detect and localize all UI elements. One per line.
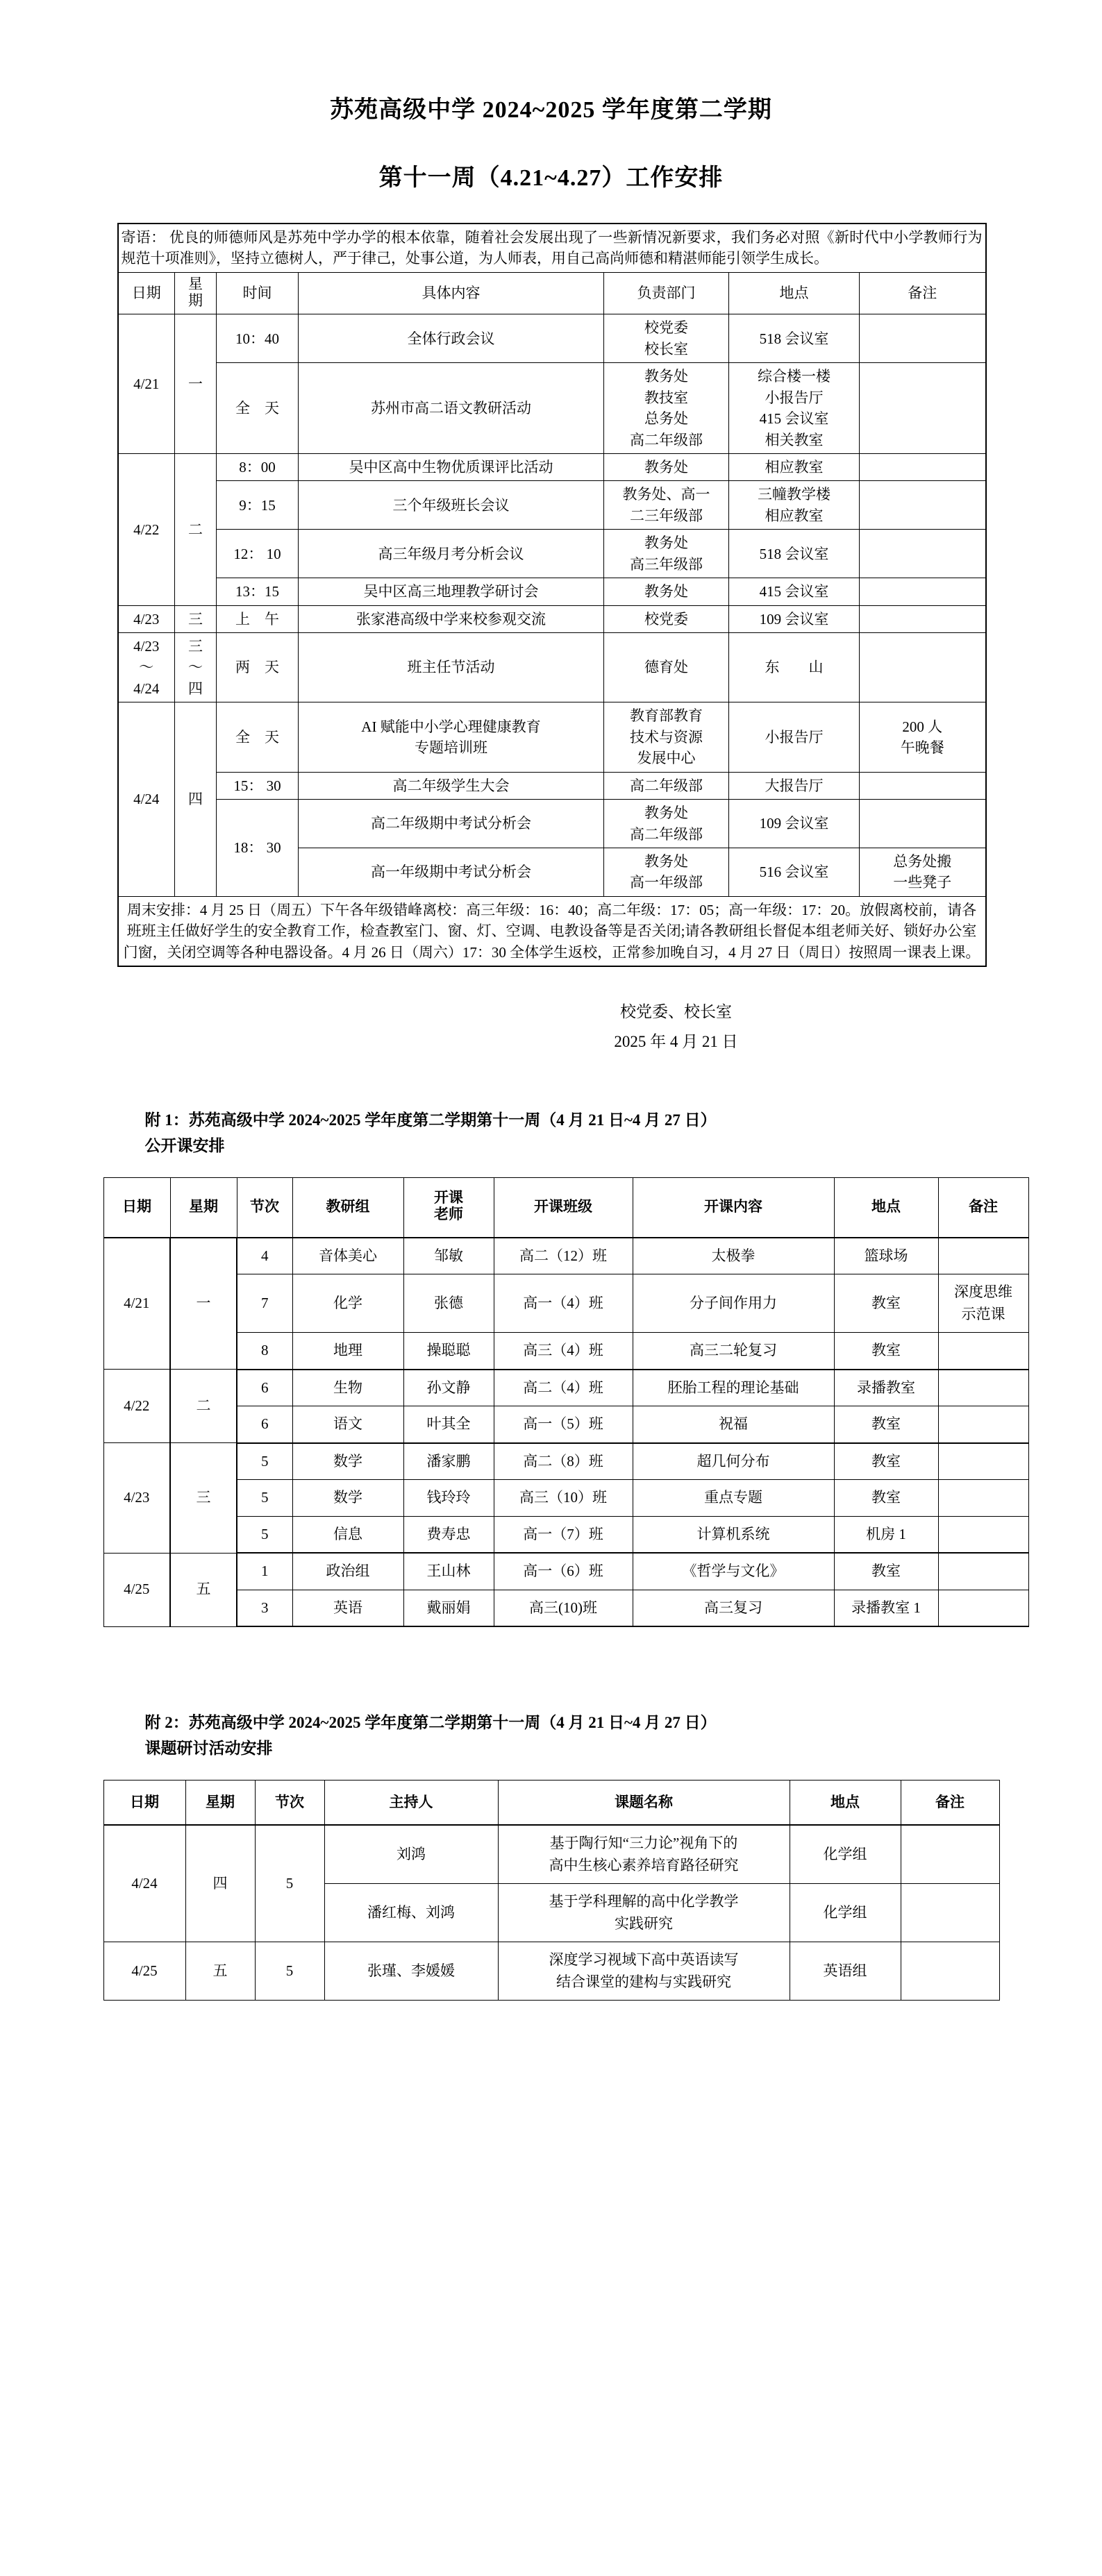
cell-place: 109 会议室 — [729, 605, 860, 632]
cell-time: 10：40 — [217, 314, 299, 363]
cell-weekday: 三 — [170, 1443, 237, 1554]
col-header-period: 节次 — [255, 1780, 324, 1825]
cell-period: 7 — [237, 1274, 292, 1333]
table-row — [103, 1516, 1028, 1553]
cell-dept: 教育部教育 技术与资源 发展中心 — [604, 702, 729, 772]
cell-place: 相应教室 — [729, 453, 860, 480]
cell-place: 机房 1 — [834, 1516, 938, 1553]
cell-dept: 校党委 — [604, 605, 729, 632]
cell-remark — [860, 578, 986, 605]
table-row — [103, 1590, 1028, 1626]
cell-date: 4/23 ～ 4/24 — [118, 633, 175, 702]
col-header-remark: 备注 — [938, 1177, 1028, 1237]
table-row — [103, 1443, 1028, 1480]
cell-time: 12： 10 — [217, 530, 299, 578]
cell-content: 苏州市高二语文教研活动 — [299, 363, 604, 454]
cell-group: 音体美心 — [292, 1238, 403, 1274]
cell-period: 1 — [237, 1553, 292, 1590]
appendix2-title-line2: 课题研讨活动安排 — [144, 1739, 273, 1757]
cell-place: 篮球场 — [834, 1238, 938, 1274]
cell-time: 全 天 — [217, 363, 299, 454]
cell-period: 5 — [237, 1480, 292, 1517]
cell-time: 8：00 — [217, 453, 299, 480]
cell-remark — [938, 1333, 1028, 1370]
cell-date: 4/24 — [118, 702, 175, 897]
cell-class: 高三(10)班 — [494, 1590, 633, 1626]
cell-date: 4/21 — [103, 1238, 170, 1370]
cell-date: 4/23 — [118, 605, 175, 632]
table-row — [103, 1333, 1028, 1370]
cell-place: 516 会议室 — [729, 848, 860, 896]
message-row — [118, 224, 986, 272]
cell-remark — [938, 1480, 1028, 1517]
page-title-line1: 苏苑高级中学 2024~2025 学年度第二学期 — [330, 96, 772, 123]
cell-place: 化学组 — [790, 1884, 901, 1942]
col-header-place: 地点 — [790, 1780, 901, 1825]
cell-time: 13：15 — [217, 578, 299, 605]
main-schedule-table-wrapper — [117, 223, 985, 967]
cell-host: 张瑾、李媛媛 — [324, 1942, 498, 2001]
col-header-weekday: 星期 — [170, 1177, 237, 1237]
cell-remark — [860, 605, 986, 632]
col-header-date: 日期 — [103, 1177, 170, 1237]
cell-place: 教室 — [834, 1553, 938, 1590]
table-row — [118, 481, 986, 530]
cell-topic: 基于学科理解的高中化学教学 实践研究 — [498, 1884, 790, 1942]
cell-place: 化学组 — [790, 1825, 901, 1884]
cell-weekday: 三 ～ 四 — [175, 633, 217, 702]
table-row — [118, 702, 986, 772]
table-row — [118, 605, 986, 632]
cell-lesson-content: 分子间作用力 — [633, 1274, 834, 1333]
cell-place: 教室 — [834, 1406, 938, 1443]
cell-content: 三个年级班长会议 — [299, 481, 604, 530]
cell-dept: 德育处 — [604, 633, 729, 702]
cell-date: 4/24 — [103, 1825, 185, 1942]
cell-place: 三幢教学楼 相应教室 — [729, 481, 860, 530]
cell-lesson-content: 高三二轮复习 — [633, 1333, 834, 1370]
table-row — [103, 1553, 1028, 1590]
cell-period: 5 — [255, 1942, 324, 2001]
cell-class: 高二（12）班 — [494, 1238, 633, 1274]
cell-content: 张家港高级中学来校参观交流 — [299, 605, 604, 632]
cell-place: 小报告厅 — [729, 702, 860, 772]
col-header-place: 地点 — [729, 272, 860, 314]
message-text: 寄语： 优良的师德师风是苏苑中学办学的根本依靠，随着社会发展出现了一些新情况新要求，我们务必对照《新时代中小学教师行为规范十项准则》，坚持立德树人，严于律己，处事公道，为人师表，用自己高尚师德和精湛师能引领学生成长。 — [121, 228, 983, 267]
cell-dept: 高二年级部 — [604, 772, 729, 799]
cell-remark — [860, 530, 986, 578]
cell-class: 高二（4）班 — [494, 1370, 633, 1406]
cell-group: 语文 — [292, 1406, 403, 1443]
cell-time: 上 午 — [217, 605, 299, 632]
cell-group: 数学 — [292, 1480, 403, 1517]
table-row — [118, 530, 986, 578]
col-header-group: 教研组 — [292, 1177, 403, 1237]
cell-remark — [860, 800, 986, 848]
cell-period: 6 — [237, 1406, 292, 1443]
cell-remark — [860, 314, 986, 363]
cell-class: 高一（4）班 — [494, 1274, 633, 1333]
table-row — [118, 772, 986, 799]
signature-date: 2025 年 4 月 21 日 — [614, 1032, 738, 1050]
cell-group: 英语 — [292, 1590, 403, 1626]
cell-content: 班主任节活动 — [299, 633, 604, 702]
cell-dept: 教务处、高一 二三年级部 — [604, 481, 729, 530]
main-table-header-row — [118, 272, 986, 314]
cell-period: 5 — [255, 1825, 324, 1942]
signature-office: 校党委、校长室 — [620, 1003, 732, 1021]
cell-dept: 教务处 — [604, 578, 729, 605]
cell-remark — [860, 453, 986, 480]
cell-group: 信息 — [292, 1516, 403, 1553]
cell-lesson-content: 重点专题 — [633, 1480, 834, 1517]
col-header-time: 时间 — [217, 272, 299, 314]
col-header-date: 日期 — [118, 272, 175, 314]
cell-weekday: 二 — [175, 453, 217, 605]
table-row — [118, 314, 986, 363]
cell-group: 生物 — [292, 1370, 403, 1406]
cell-class: 高三（10）班 — [494, 1480, 633, 1517]
cell-time: 全 天 — [217, 702, 299, 772]
cell-remark — [938, 1370, 1028, 1406]
table-row — [103, 1238, 1028, 1274]
appendix2-header-row — [103, 1780, 999, 1825]
cell-group: 数学 — [292, 1443, 403, 1480]
cell-weekday: 五 — [170, 1553, 237, 1626]
table-row — [103, 1825, 999, 1884]
cell-teacher: 张德 — [403, 1274, 494, 1333]
cell-content: 高一年级期中考试分析会 — [299, 848, 604, 896]
cell-place: 录播教室 1 — [834, 1590, 938, 1626]
col-header-period: 节次 — [237, 1177, 292, 1237]
col-header-topic: 课题名称 — [498, 1780, 790, 1825]
col-header-weekday: 星 期 — [175, 272, 217, 314]
cell-period: 6 — [237, 1370, 292, 1406]
cell-weekday: 四 — [175, 702, 217, 897]
cell-host: 潘红梅、刘鸿 — [324, 1884, 498, 1942]
cell-dept: 教务处 高二年级部 — [604, 800, 729, 848]
cell-topic: 深度学习视域下高中英语读写 结合课堂的建构与实践研究 — [498, 1942, 790, 2001]
cell-place: 教室 — [834, 1443, 938, 1480]
col-header-host: 主持人 — [324, 1780, 498, 1825]
cell-place: 综合楼一楼 小报告厅 415 会议室 相关教室 — [729, 363, 860, 454]
cell-dept: 校党委 校长室 — [604, 314, 729, 363]
cell-content: AI 赋能中小学心理健康教育 专题培训班 — [299, 702, 604, 772]
cell-content: 高二年级学生大会 — [299, 772, 604, 799]
cell-group: 化学 — [292, 1274, 403, 1333]
cell-host: 刘鸿 — [324, 1825, 498, 1884]
cell-weekday: 二 — [170, 1370, 237, 1443]
cell-remark — [938, 1590, 1028, 1626]
cell-date: 4/22 — [103, 1370, 170, 1443]
cell-teacher: 叶其全 — [403, 1406, 494, 1443]
cell-time: 15： 30 — [217, 772, 299, 799]
table-row — [118, 363, 986, 454]
cell-place: 英语组 — [790, 1942, 901, 2001]
cell-weekday: 一 — [175, 314, 217, 454]
cell-content: 吴中区高三地理教学研讨会 — [299, 578, 604, 605]
appendix2-title — [117, 1710, 985, 1762]
col-header-lesson-content: 开课内容 — [633, 1177, 834, 1237]
cell-lesson-content: 超几何分布 — [633, 1443, 834, 1480]
cell-teacher: 潘家鹏 — [403, 1443, 494, 1480]
cell-lesson-content: 祝福 — [633, 1406, 834, 1443]
cell-teacher: 费寿忠 — [403, 1516, 494, 1553]
cell-period: 5 — [237, 1516, 292, 1553]
table-row — [118, 578, 986, 605]
col-header-date: 日期 — [103, 1780, 185, 1825]
col-header-dept: 负责部门 — [604, 272, 729, 314]
cell-place: 518 会议室 — [729, 530, 860, 578]
table-row — [103, 1480, 1028, 1517]
cell-place: 大报告厅 — [729, 772, 860, 799]
cell-weekday: 五 — [185, 1942, 255, 2001]
col-header-remark: 备注 — [860, 272, 986, 314]
appendix1-title-line2: 公开课安排 — [144, 1137, 225, 1155]
cell-remark — [938, 1238, 1028, 1274]
col-header-remark: 备注 — [901, 1780, 999, 1825]
cell-class: 高二（8）班 — [494, 1443, 633, 1480]
table-row — [118, 800, 986, 848]
cell-remark — [901, 1884, 999, 1942]
cell-group: 政治组 — [292, 1553, 403, 1590]
cell-teacher: 邹敏 — [403, 1238, 494, 1274]
cell-class: 高一（5）班 — [494, 1406, 633, 1443]
cell-lesson-content: 胚胎工程的理论基础 — [633, 1370, 834, 1406]
weekend-arrangement-note: 周末安排：4 月 25 日（周五）下午各年级错峰离校：高三年级：16：40；高二年级：17：05；高一年级：17：20。放假离校前，请各班班主任做好学生的安全教育工作，检查教室门、窗、灯、空调、电教设备等是否关闭;请各教研组长督促本组老师关好、锁好办公室门窗，关闭空调等各种电器设备。4 月 26 日（周六）17：30 全体学生返校，正常参加晚自习，4 月 27 日（周日）按照周一课表上课。 — [118, 896, 986, 966]
appendix1-table — [103, 1177, 1029, 1627]
footer-note-row — [118, 896, 986, 966]
cell-remark — [860, 363, 986, 454]
appendix2-table-wrapper — [103, 1780, 999, 2001]
table-row — [103, 1370, 1028, 1406]
cell-content: 高三年级月考分析会议 — [299, 530, 604, 578]
cell-weekday: 四 — [185, 1825, 255, 1942]
cell-weekday: 三 — [175, 605, 217, 632]
cell-place: 教室 — [834, 1480, 938, 1517]
cell-date: 4/21 — [118, 314, 175, 454]
cell-class: 高一（7）班 — [494, 1516, 633, 1553]
col-header-weekday: 星期 — [185, 1780, 255, 1825]
cell-teacher: 孙文静 — [403, 1370, 494, 1406]
cell-teacher: 戴丽娟 — [403, 1590, 494, 1626]
cell-period: 4 — [237, 1238, 292, 1274]
table-row — [118, 453, 986, 480]
cell-remark — [938, 1553, 1028, 1590]
message-cell — [118, 224, 986, 272]
cell-place: 教室 — [834, 1333, 938, 1370]
cell-remark — [860, 772, 986, 799]
cell-time: 9：15 — [217, 481, 299, 530]
cell-time: 18： 30 — [217, 800, 299, 897]
cell-time: 两 天 — [217, 633, 299, 702]
cell-dept: 教务处 高一年级部 — [604, 848, 729, 896]
cell-teacher: 钱玲玲 — [403, 1480, 494, 1517]
col-header-content: 具体内容 — [299, 272, 604, 314]
signature-block — [117, 997, 985, 1057]
appendix2-title-line1: 附 2：苏苑高级中学 2024~2025 学年度第二学期第十一周（4 月 21 日~4 月 27 日） — [144, 1714, 717, 1731]
table-row — [103, 1942, 999, 2001]
cell-lesson-content: 《哲学与文化》 — [633, 1553, 834, 1590]
table-row — [103, 1274, 1028, 1333]
cell-date: 4/23 — [103, 1443, 170, 1554]
cell-date: 4/25 — [103, 1942, 185, 2001]
cell-period: 8 — [237, 1333, 292, 1370]
cell-period: 5 — [237, 1443, 292, 1480]
cell-content: 高二年级期中考试分析会 — [299, 800, 604, 848]
cell-topic: 基于陶行知“三力论”视角下的 高中生核心素养培育路径研究 — [498, 1825, 790, 1884]
cell-group: 地理 — [292, 1333, 403, 1370]
cell-dept: 教务处 教技室 总务处 高二年级部 — [604, 363, 729, 454]
cell-place: 录播教室 — [834, 1370, 938, 1406]
cell-dept: 教务处 — [604, 453, 729, 480]
appendix1-title-line1: 附 1：苏苑高级中学 2024~2025 学年度第二学期第十一周（4 月 21 日~4 月 27 日） — [144, 1111, 717, 1129]
cell-content: 吴中区高中生物优质课评比活动 — [299, 453, 604, 480]
cell-remark — [860, 481, 986, 530]
page-title-line2: 第十一周（4.21~4.27）工作安排 — [378, 165, 724, 192]
cell-lesson-content: 太极拳 — [633, 1238, 834, 1274]
appendix1-title — [117, 1108, 985, 1159]
cell-place: 教室 — [834, 1274, 938, 1333]
main-schedule-table — [117, 223, 987, 967]
col-header-teacher: 开课 老师 — [403, 1177, 494, 1237]
cell-place: 415 会议室 — [729, 578, 860, 605]
cell-class: 高三（4）班 — [494, 1333, 633, 1370]
cell-place: 东 山 — [729, 633, 860, 702]
cell-remark — [938, 1516, 1028, 1553]
cell-place: 109 会议室 — [729, 800, 860, 848]
cell-remark — [938, 1443, 1028, 1480]
cell-weekday: 一 — [170, 1238, 237, 1370]
appendix1-header-row — [103, 1177, 1028, 1237]
col-header-place: 地点 — [834, 1177, 938, 1237]
cell-remark — [938, 1406, 1028, 1443]
cell-lesson-content: 高三复习 — [633, 1590, 834, 1626]
cell-class: 高一（6）班 — [494, 1553, 633, 1590]
col-header-class: 开课班级 — [494, 1177, 633, 1237]
cell-date: 4/22 — [118, 453, 175, 605]
cell-date: 4/25 — [103, 1553, 170, 1626]
cell-teacher: 王山林 — [403, 1553, 494, 1590]
table-row — [118, 633, 986, 702]
cell-place: 518 会议室 — [729, 314, 860, 363]
cell-remark — [860, 633, 986, 702]
document-page — [0, 16, 1102, 2576]
cell-dept: 教务处 高三年级部 — [604, 530, 729, 578]
cell-teacher: 操聪聪 — [403, 1333, 494, 1370]
cell-lesson-content: 计算机系统 — [633, 1516, 834, 1553]
cell-remark: 深度思维 示范课 — [938, 1274, 1028, 1333]
cell-period: 3 — [237, 1590, 292, 1626]
cell-content: 全体行政会议 — [299, 314, 604, 363]
cell-remark — [901, 1942, 999, 2001]
cell-remark — [901, 1825, 999, 1884]
table-row — [103, 1406, 1028, 1443]
cell-remark: 总务处搬 一些凳子 — [860, 848, 986, 896]
appendix2-table — [103, 1780, 1000, 2001]
cell-remark: 200 人 午晚餐 — [860, 702, 986, 772]
appendix1-table-wrapper — [103, 1177, 1012, 1627]
